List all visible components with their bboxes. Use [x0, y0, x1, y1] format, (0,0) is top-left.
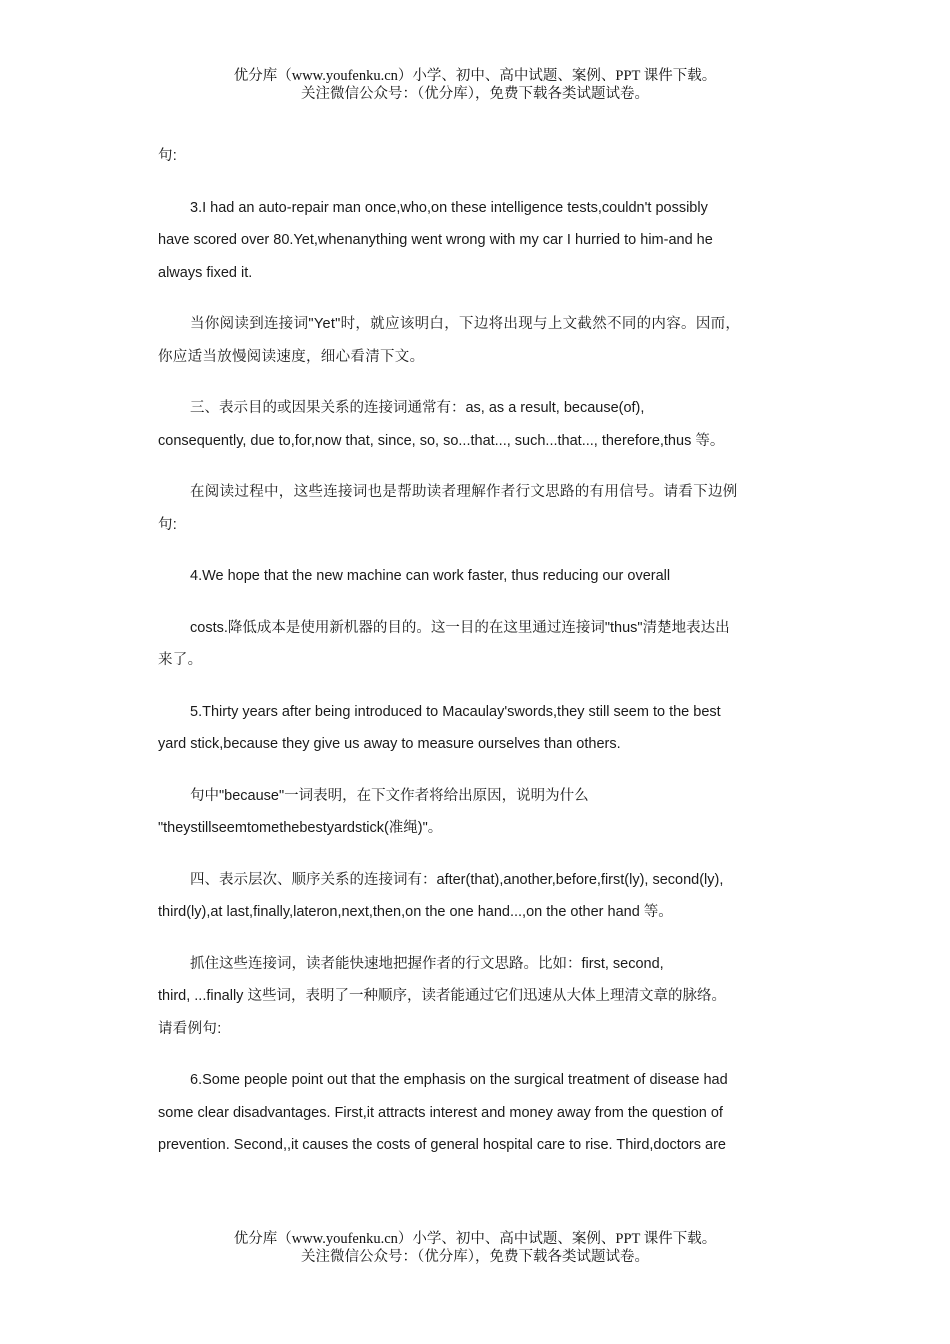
- text-line: 6.Some people point out that the emphasis on the surgical treatment of disease had: [190, 1072, 728, 1088]
- text-line: third, ...finally 这些词，表明了一种顺序，读者能通过它们迅速从大体上理清文章的脉络。: [158, 988, 726, 1004]
- text-line: yard stick,because they give us away to measure ourselves than others.: [158, 736, 621, 752]
- page-header: [0, 67, 950, 103]
- text-line: "theystillseemtomethebestyardstick(准绳)"。: [158, 820, 443, 836]
- text-line: have scored over 80.Yet,whenanything went wrong with my car I hurried to him-and he: [158, 232, 713, 248]
- footer-line-1: 优分库（www.youfenku.cn）小学、初中、高中试题、案例、PPT 课件下载。: [233, 1231, 717, 1247]
- paragraph-reading-process: [158, 476, 788, 541]
- paragraph-sequence-explanation: [158, 948, 788, 1046]
- text-line: 四、表示层次、顺序关系的连接词有：after(that),another,before,first(ly), second(ly),: [190, 871, 724, 888]
- text-line: always fixed it.: [158, 264, 253, 281]
- text-line: 当你阅读到连接词"Yet"时，就应该明白，下边将出现与上文截然不同的内容。因而，: [190, 316, 741, 332]
- page-footer: [0, 1230, 950, 1266]
- text-line: 4.We hope that the new machine can work faster, thus reducing our overall: [190, 568, 671, 584]
- text-line: 三、表示目的或因果关系的连接词通常有：as, as a result, because(of),: [190, 400, 645, 416]
- paragraph-example-4: [158, 560, 788, 593]
- text-line: some clear disadvantages. First,it attracts interest and money away from the question of: [158, 1104, 723, 1121]
- paragraph-thus-explanation: [158, 612, 788, 677]
- text-line: costs.降低成本是使用新机器的目的。这一目的在这里通过连接词"thus"清楚地表达出: [190, 619, 730, 636]
- paragraph-example-3: [158, 192, 788, 290]
- text-line: 3.I had an auto-repair man once,who,on these intelligence tests,couldn't possibly: [190, 199, 708, 216]
- text-line: 抓住这些连接词，读者能快速地把握作者的行文思路。比如：first, second,: [190, 955, 664, 972]
- text-line: consequently, due to,for,now that, since, so, so...that..., such...that..., therefore,thus 等。: [158, 432, 725, 449]
- paragraph-0: [158, 140, 788, 173]
- paragraph-yet-explanation: [158, 308, 788, 373]
- paragraph-section-3: [158, 392, 788, 457]
- text-line: 句:: [158, 516, 178, 533]
- footer-line-2: 关注微信公众号：（优分库），免费下载各类试题试卷。: [301, 1249, 649, 1265]
- text-line: 5.Thirty years after being introduced to Macaulay'swords,they still seem to the best: [190, 703, 721, 720]
- paragraph-example-6: [158, 1064, 788, 1162]
- paragraph-because-explanation: [158, 780, 788, 845]
- text-line: 你应适当放慢阅读速度，细心看清下文。: [158, 348, 425, 365]
- header-line-1: 优分库（www.youfenku.cn）小学、初中、高中试题、案例、PPT 课件下载。: [233, 68, 717, 84]
- text-line: 来了。: [158, 652, 203, 668]
- text-line: 在阅读过程中，这些连接词也是帮助读者理解作者行文思路的有用信号。请看下边例: [190, 484, 738, 500]
- text-line: 请看例句:: [158, 1020, 222, 1037]
- header-line-2: 关注微信公众号：（优分库），免费下载各类试题试卷。: [301, 86, 649, 102]
- paragraph-section-4: [158, 864, 788, 929]
- text-line: third(ly),at last,finally,lateron,next,then,on the one hand...,on the other hand 等。: [158, 904, 673, 920]
- text-line: 句中"because"一词表明，在下文作者将给出原因，说明为什么: [190, 787, 589, 804]
- text-line: 句:: [158, 148, 178, 164]
- paragraph-example-5: [158, 696, 788, 761]
- text-line: prevention. Second,,it causes the costs of general hospital care to rise. Third,doctors are: [158, 1137, 726, 1153]
- document-body: [158, 140, 788, 1162]
